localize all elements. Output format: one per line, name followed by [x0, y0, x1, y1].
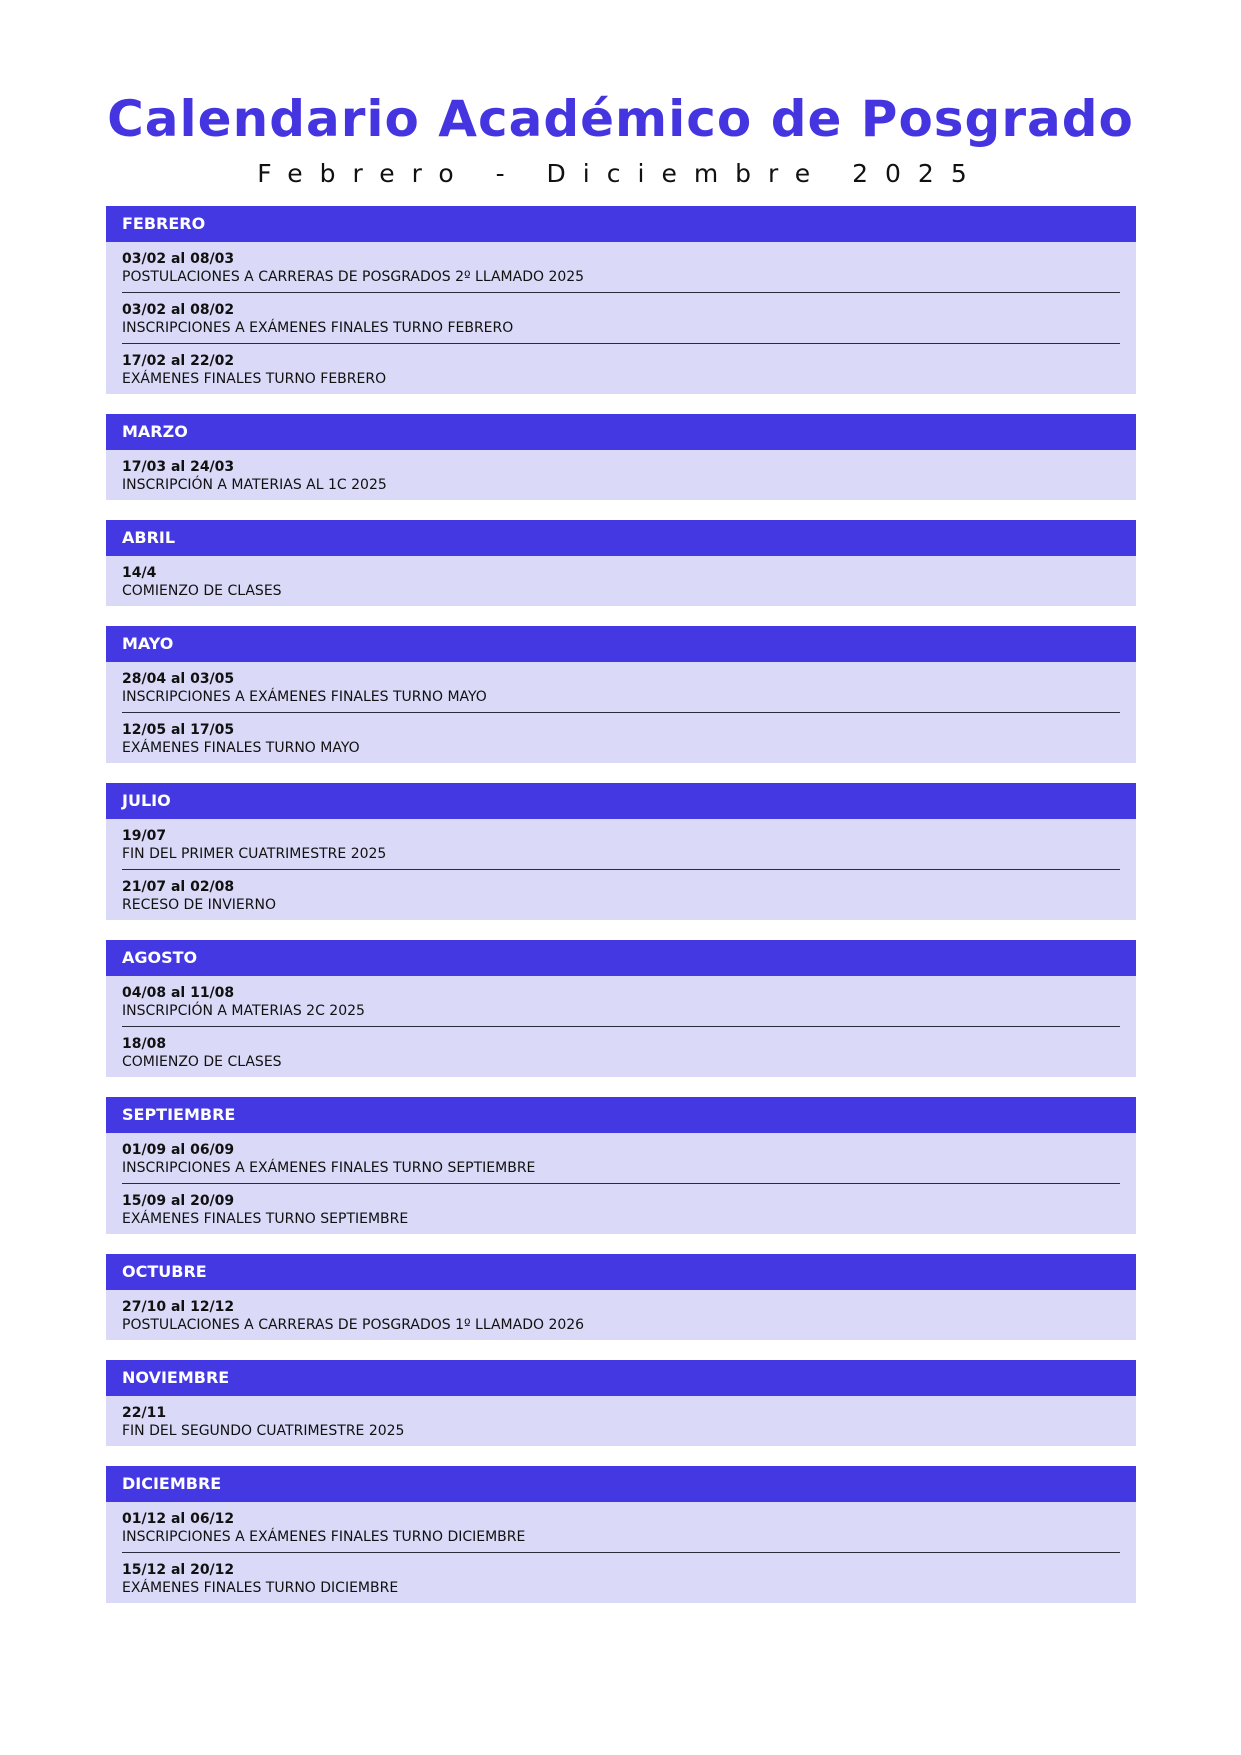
month-events [106, 1133, 1136, 1234]
event-date: 17/02 al 22/02 [122, 353, 235, 369]
month-events [106, 556, 1136, 606]
month-events [106, 976, 1136, 1077]
month-events [106, 662, 1136, 763]
month-section [106, 783, 1136, 920]
event-date: 21/07 al 02/08 [122, 879, 235, 895]
event-description: FIN DEL SEGUNDO CUATRIMESTRE 2025 [122, 1423, 405, 1439]
event-description: EXÁMENES FINALES TURNO DICIEMBRE [122, 1580, 399, 1596]
event-description: INSCRIPCIONES A EXÁMENES FINALES TURNO SEPTIEMBRE [122, 1160, 536, 1176]
month-header: ABRIL [106, 520, 1136, 556]
event-item [122, 1183, 1120, 1234]
month-header: SEPTIEMBRE [106, 1097, 1136, 1133]
event-item [122, 662, 1120, 712]
event-description: INSCRIPCIONES A EXÁMENES FINALES TURNO FEBRERO [122, 320, 514, 336]
event-date: 17/03 al 24/03 [122, 459, 235, 475]
event-item [122, 1133, 1120, 1183]
event-description: EXÁMENES FINALES TURNO MAYO [122, 740, 360, 756]
event-description: COMIENZO DE CLASES [122, 583, 282, 599]
event-description: EXÁMENES FINALES TURNO FEBRERO [122, 371, 387, 387]
month-header: DICIEMBRE [106, 1466, 1136, 1502]
month-section [106, 414, 1136, 500]
event-date: 18/08 [122, 1036, 167, 1052]
event-date: 03/02 al 08/02 [122, 302, 235, 318]
month-section [106, 1254, 1136, 1340]
month-section [106, 1466, 1136, 1603]
event-item [122, 450, 1120, 500]
event-date: 28/04 al 03/05 [122, 671, 235, 687]
event-item [122, 819, 1120, 869]
event-description: POSTULACIONES A CARRERAS DE POSGRADOS 2º LLAMADO 2025 [122, 269, 585, 285]
event-item [122, 976, 1120, 1026]
event-description: INSCRIPCIONES A EXÁMENES FINALES TURNO DICIEMBRE [122, 1529, 526, 1545]
event-date: 22/11 [122, 1405, 167, 1421]
month-header: FEBRERO [106, 206, 1136, 242]
event-item [122, 1290, 1120, 1340]
event-date: 12/05 al 17/05 [122, 722, 235, 738]
event-description: INSCRIPCIÓN A MATERIAS 2C 2025 [122, 1003, 365, 1019]
event-item [122, 1552, 1120, 1603]
event-description: COMIENZO DE CLASES [122, 1054, 282, 1070]
event-item [122, 343, 1120, 394]
event-description: FIN DEL PRIMER CUATRIMESTRE 2025 [122, 846, 387, 862]
month-header: JULIO [106, 783, 1136, 819]
page-title: Calendario Académico de Posgrado [107, 90, 1134, 148]
month-section [106, 1360, 1136, 1446]
month-section [106, 940, 1136, 1077]
event-description: INSCRIPCIÓN A MATERIAS AL 1C 2025 [122, 477, 387, 493]
calendar-list [106, 206, 1136, 1623]
month-section [106, 1097, 1136, 1234]
event-date: 04/08 al 11/08 [122, 985, 235, 1001]
event-date: 15/09 al 20/09 [122, 1193, 235, 1209]
event-item [122, 1396, 1120, 1446]
event-date: 19/07 [122, 828, 167, 844]
event-description: RECESO DE INVIERNO [122, 897, 276, 913]
month-header: AGOSTO [106, 940, 1136, 976]
event-item [122, 556, 1120, 606]
event-item [122, 1502, 1120, 1552]
month-events [106, 1396, 1136, 1446]
event-item [122, 292, 1120, 343]
event-item [122, 869, 1120, 920]
month-events [106, 1290, 1136, 1340]
event-item [122, 712, 1120, 763]
event-item [122, 1026, 1120, 1077]
month-header: MARZO [106, 414, 1136, 450]
month-events [106, 819, 1136, 920]
event-date: 27/10 al 12/12 [122, 1299, 235, 1315]
event-item [122, 242, 1120, 292]
event-description: POSTULACIONES A CARRERAS DE POSGRADOS 1º LLAMADO 2026 [122, 1317, 585, 1333]
event-description: EXÁMENES FINALES TURNO SEPTIEMBRE [122, 1211, 409, 1227]
event-date: 03/02 al 08/03 [122, 251, 235, 267]
event-date: 15/12 al 20/12 [122, 1562, 235, 1578]
event-date: 01/12 al 06/12 [122, 1511, 235, 1527]
month-events [106, 450, 1136, 500]
event-description: INSCRIPCIONES A EXÁMENES FINALES TURNO MAYO [122, 689, 487, 705]
event-date: 14/4 [122, 565, 157, 581]
month-events [106, 242, 1136, 394]
month-events [106, 1502, 1136, 1603]
month-section [106, 520, 1136, 606]
month-header: OCTUBRE [106, 1254, 1136, 1290]
page-subtitle: Febrero - Diciembre 2025 [257, 159, 984, 188]
month-header: NOVIEMBRE [106, 1360, 1136, 1396]
month-section [106, 626, 1136, 763]
month-header: MAYO [106, 626, 1136, 662]
month-section [106, 206, 1136, 394]
event-date: 01/09 al 06/09 [122, 1142, 235, 1158]
